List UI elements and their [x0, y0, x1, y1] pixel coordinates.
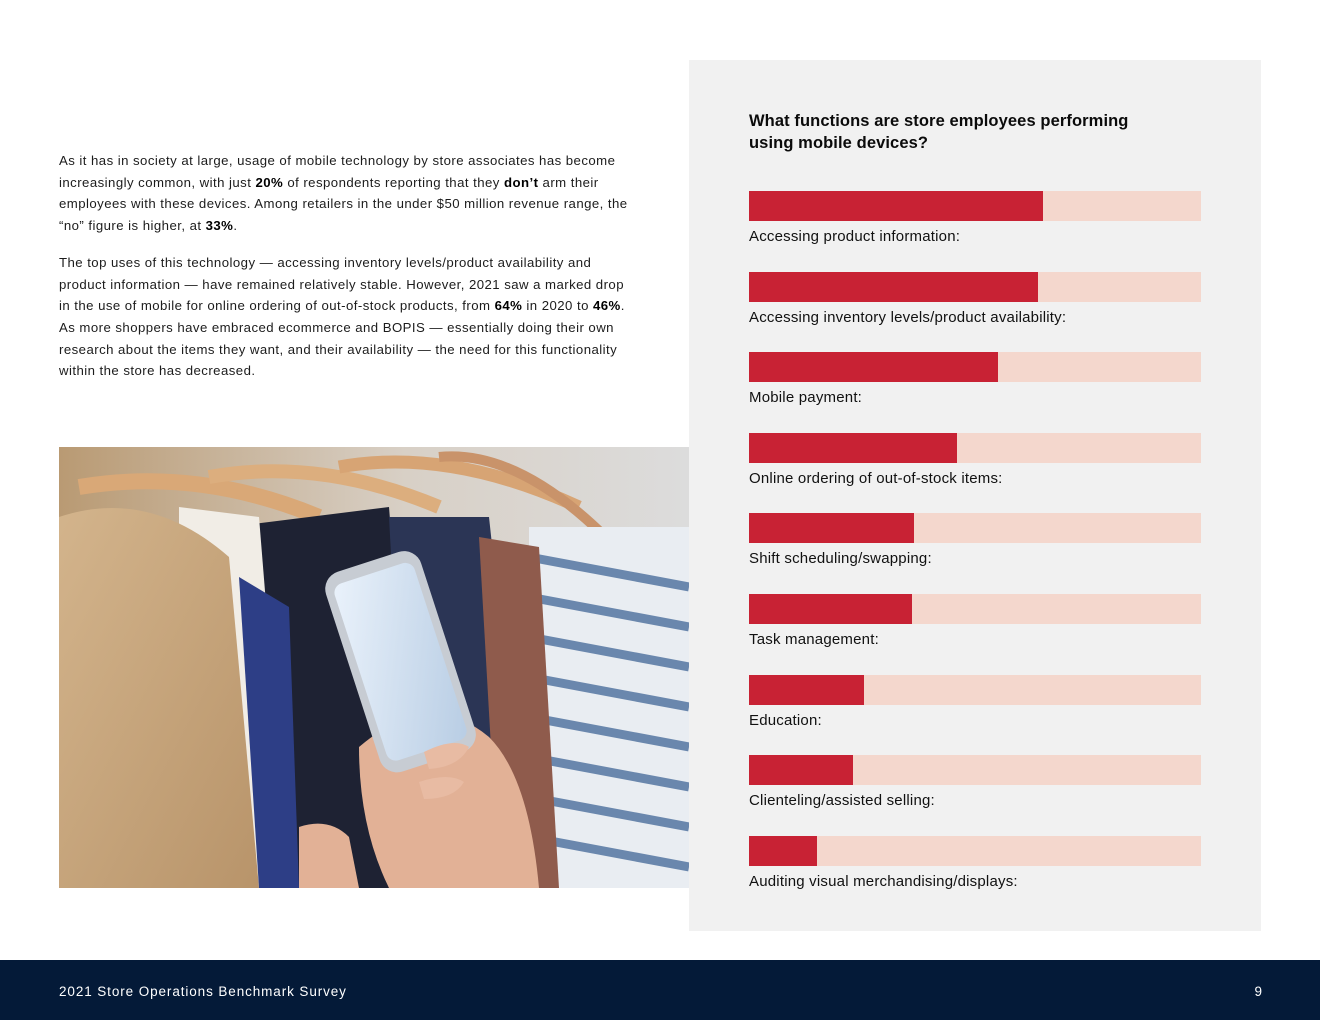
bar-row	[749, 191, 1201, 246]
bar	[749, 836, 817, 866]
footer-bar	[0, 960, 1320, 1020]
bar-track	[749, 594, 1201, 624]
bar-label: Clienteling/assisted selling:	[749, 792, 935, 810]
bar-row	[749, 433, 1201, 488]
bar	[749, 755, 853, 785]
text-run: .	[233, 218, 238, 234]
bar-label: Education:	[749, 711, 822, 729]
bar-track	[749, 755, 1201, 785]
bar-track	[749, 675, 1201, 705]
bar	[749, 513, 914, 543]
bar-row	[749, 675, 1201, 730]
text-run: . As more shoppers have embraced ecommerce and BOPIS — essentially doing their own research about the items they want, and their availability — the need for this functionality within the store has decreased.	[59, 298, 625, 379]
text-run: The top uses of this technology — accessing inventory levels/product availability and product information — have remained relatively stable. However, 2021 saw a marked drop in the use of mobile for online ordering of out-of-stock products, from	[59, 254, 625, 314]
bar-row	[749, 513, 1201, 568]
bar-label: Accessing inventory levels/product availability:	[749, 308, 1067, 326]
highlight-figure: 33%	[205, 218, 234, 234]
bar-row	[749, 272, 1201, 327]
text-run: in 2020 to	[522, 298, 593, 314]
text-run: arm their employees with these devices. Among retailers in the under $50 million revenue range, the “no” figure is higher, at	[59, 174, 628, 234]
bar-label: Auditing visual merchandising/displays:	[749, 872, 1018, 890]
intro-text	[59, 150, 629, 397]
bar	[749, 272, 1038, 302]
intro-paragraph-1	[59, 150, 629, 237]
bar-row	[749, 755, 1201, 810]
bar-label: Task management:	[749, 631, 879, 648]
bar-row	[749, 352, 1201, 407]
bar-track	[749, 352, 1201, 382]
bar	[749, 352, 998, 382]
bar-label: Mobile payment:	[749, 389, 863, 407]
bar-row	[749, 836, 1201, 891]
chart-title: What functions are store employees performing using mobile devices?	[749, 112, 1129, 152]
bar-label: Shift scheduling/swapping:	[749, 550, 932, 568]
text-run: of respondents reporting that they	[283, 174, 504, 190]
bar	[749, 594, 912, 624]
highlight-figure: 46%	[592, 298, 621, 314]
chart-panel	[689, 60, 1261, 931]
bar-label: Online ordering of out-of-stock items:	[749, 469, 1003, 487]
footer-title: 2021 Store Operations Benchmark Survey	[59, 984, 347, 999]
bar	[749, 191, 1043, 221]
intro-paragraph-2	[59, 252, 629, 382]
highlight-figure: 64%	[494, 298, 523, 314]
bar-row	[749, 594, 1201, 649]
bar-track	[749, 836, 1201, 866]
bar-track	[749, 272, 1201, 302]
text-run: As it has in society at large, usage of mobile technology by store associates has become increasingly common, with just	[59, 153, 616, 190]
page-number: 9	[1254, 984, 1262, 999]
store-photo	[59, 447, 689, 888]
bar-label: Accessing product information:	[749, 228, 961, 245]
bar	[749, 433, 957, 463]
bar	[749, 675, 864, 705]
bar-track	[749, 191, 1201, 221]
highlight-figure: 20%	[255, 174, 284, 190]
bar-track	[749, 433, 1201, 463]
bar-track	[749, 513, 1201, 543]
highlight-figure: don’t	[503, 174, 539, 190]
